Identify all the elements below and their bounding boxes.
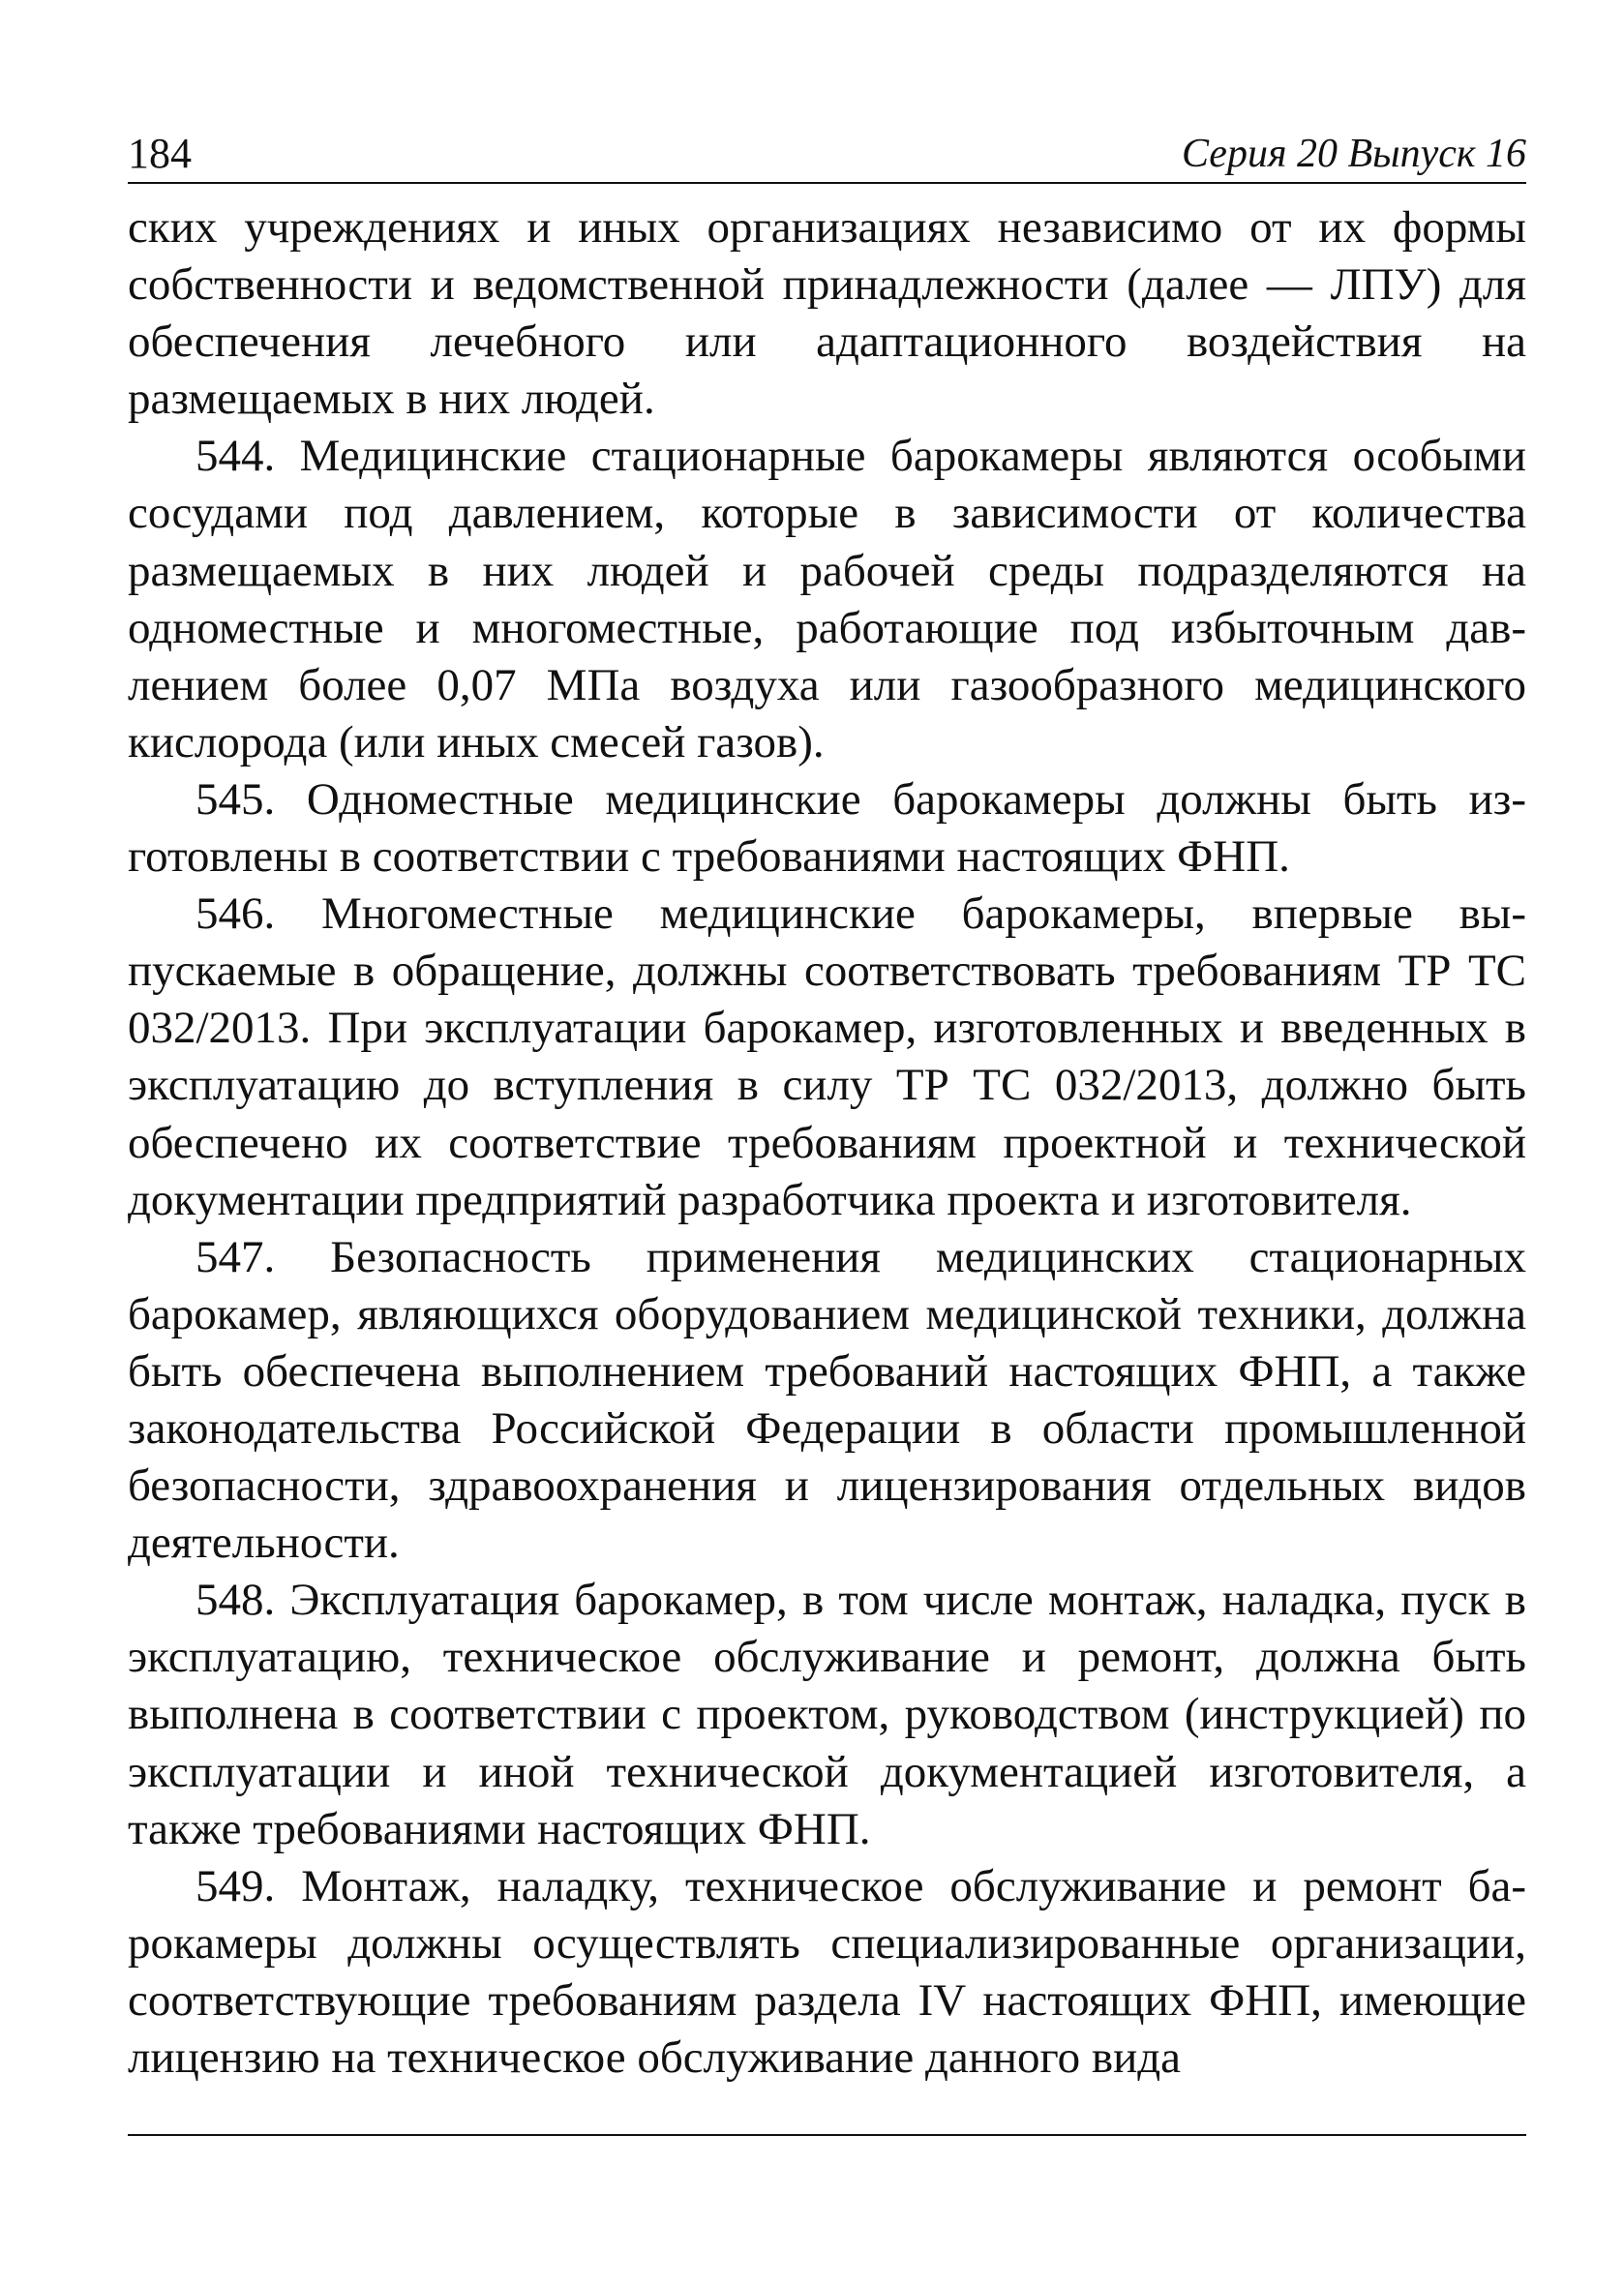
paragraph-548: 548. Эксплуатация барокамер, в том числе монтаж, наладка, пуск в эксплуатацию, техническое обслуживание и ремонт, должна быть выполнена в соответствии с проектом, руководством (инструкцией) по эксплуатации и иной технической документацией изготовителя, а также требованиями настоящих ФНП. [128, 1575, 1526, 1854]
running-title: Серия 20 Выпуск 16 [1182, 132, 1526, 176]
paragraph-547: 547. Безопасность применения медицинских стационарных барокамер, являющихся оборудованием медицинской техники, должна быть обеспечена выполнением требований настоящих ФНП, а также законодательства Российской Федерации в области промышленной безопасности, здравоохранения и лицензирования отдельных видов деятельности. [128, 1231, 1526, 1569]
footer-rule [128, 2134, 1526, 2136]
body-text [128, 199, 1526, 2087]
header-rule [128, 182, 1526, 184]
paragraph-546: 546. Многоместные медицинские барокамеры, впервые выпускаемые в обращение, должны соответствовать требованиям ТР ТС 032/2013. При эксплуатации барокамер, изготовленных и введенных в эксплуатацию до вступления в силу ТР ТС 032/2013, должно быть обеспечено их соответствие требованиям проектной и технической документации предприятий разработчика проекта и изготовителя. [128, 888, 1526, 1225]
paragraph-continuation: ских учреждениях и иных организациях независимо от их формы собственности и ведомственной принадлежности (далее — ЛПУ) для обеспечения лечебного или адаптационного воздействия на размещаемых в них людей. [128, 202, 1526, 425]
page-number: 184 [128, 130, 192, 177]
paragraph-545: 545. Одноместные медицинские барокамеры должны быть изготовлены в соответствии с требованиями настоящих ФНП. [128, 773, 1526, 883]
page-header [128, 126, 1526, 184]
paragraph-549: 549. Монтаж, наладку, техническое обслуживание и ремонт барокамеры должны осуществлять специализированные организации, соответствующие требованиям раздела IV настоящих ФНП, имеющие лицензию на техническое обслуживание данного вида [128, 1860, 1526, 2083]
paragraph-544: 544. Медицинские стационарные барокамеры являются особыми сосудами под давлением, которые в зависимости от количества размещаемых в них людей и рабочей среды подразделяются на одноместные и многоместные, работающие под избыточным давлением более 0,07 МПа воздуха или газообразного медицинского кислорода (или иных смесей газов). [128, 431, 1526, 767]
